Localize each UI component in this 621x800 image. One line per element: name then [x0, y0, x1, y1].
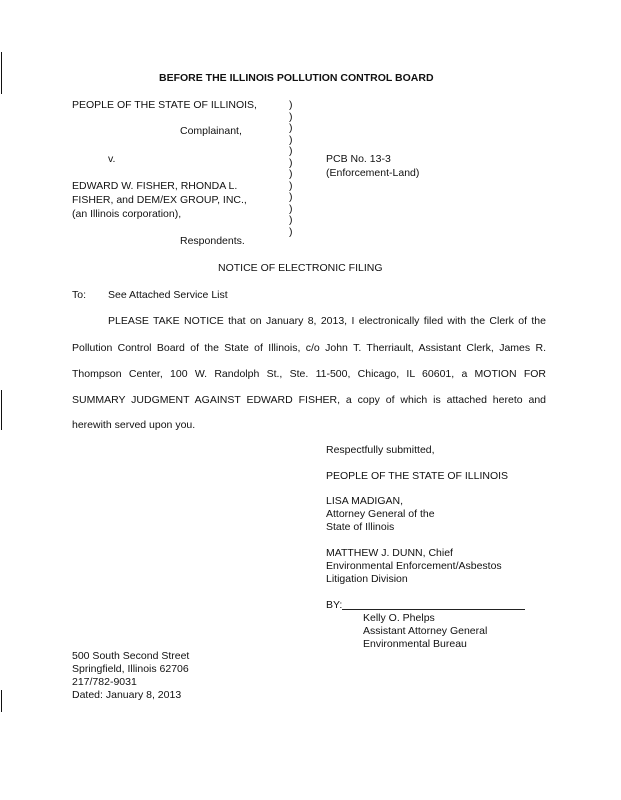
address-street: 500 South Second Street [72, 650, 190, 662]
attorney-general-name: LISA MADIGAN, [326, 495, 404, 507]
signer-title: Assistant Attorney General [363, 625, 488, 637]
chief-name: MATTHEW J. DUNN, Chief [326, 547, 453, 559]
caption-complainant-party: PEOPLE OF THE STATE OF ILLINOIS, [72, 99, 257, 111]
caption-paren-column: ) ) ) ) ) ) ) ) ) ) ) ) [289, 99, 293, 238]
notice-title: NOTICE OF ELECTRONIC FILING [218, 262, 383, 274]
notice-body-line: PLEASE TAKE NOTICE that on January 8, 2013, I electronically filed with the Clerk of the [108, 315, 546, 327]
caption-respondent-line: EDWARD W. FISHER, RHONDA L. [72, 180, 238, 192]
to-value: See Attached Service List [108, 289, 228, 301]
closing: Respectfully submitted, [326, 444, 435, 456]
signature-party: PEOPLE OF THE STATE OF ILLINOIS [326, 470, 509, 482]
notice-body-line: herewith served upon you. [72, 419, 196, 431]
signer-name: Kelly O. Phelps [363, 612, 435, 624]
signer-bureau: Environmental Bureau [363, 638, 467, 650]
scan-edge-mark [1, 390, 2, 430]
case-type: (Enforcement-Land) [326, 167, 420, 179]
notice-body-line: Thompson Center, 100 W. Randolph St., Ste. 11-500, Chicago, IL 60601, a MOTION FOR [72, 368, 546, 380]
attorney-general-title: State of Illinois [326, 521, 395, 533]
board-heading: BEFORE THE ILLINOIS POLLUTION CONTROL BOARD [159, 72, 434, 84]
signature-line [342, 609, 525, 610]
date-line: Dated: January 8, 2013 [72, 689, 182, 701]
notice-body-line: SUMMARY JUDGMENT AGAINST EDWARD FISHER, a copy of which is attached hereto and [72, 394, 546, 406]
caption-versus: v. [108, 153, 116, 165]
address-phone: 217/782-9031 [72, 676, 137, 688]
scan-edge-mark [1, 52, 2, 94]
caption-respondents-label: Respondents. [180, 235, 245, 247]
scan-edge-mark [1, 690, 2, 712]
caption-respondent-line: (an Illinois corporation), [72, 208, 182, 220]
chief-division: Environmental Enforcement/Asbestos [326, 560, 502, 572]
notice-body-line: Pollution Control Board of the State of Illinois, c/o John T. Therriault, Assistant Clerk, James R. [72, 342, 546, 354]
caption-respondent-line: FISHER, and DEM/EX GROUP, INC., [72, 194, 247, 206]
caption-complainant-label: Complainant, [180, 125, 242, 137]
attorney-general-title: Attorney General of the [326, 508, 435, 520]
chief-division: Litigation Division [326, 573, 408, 585]
to-label: To: [72, 289, 87, 301]
address-city: Springfield, Illinois 62706 [72, 663, 189, 675]
case-number: PCB No. 13-3 [326, 153, 391, 165]
by-label: BY: [326, 599, 343, 611]
